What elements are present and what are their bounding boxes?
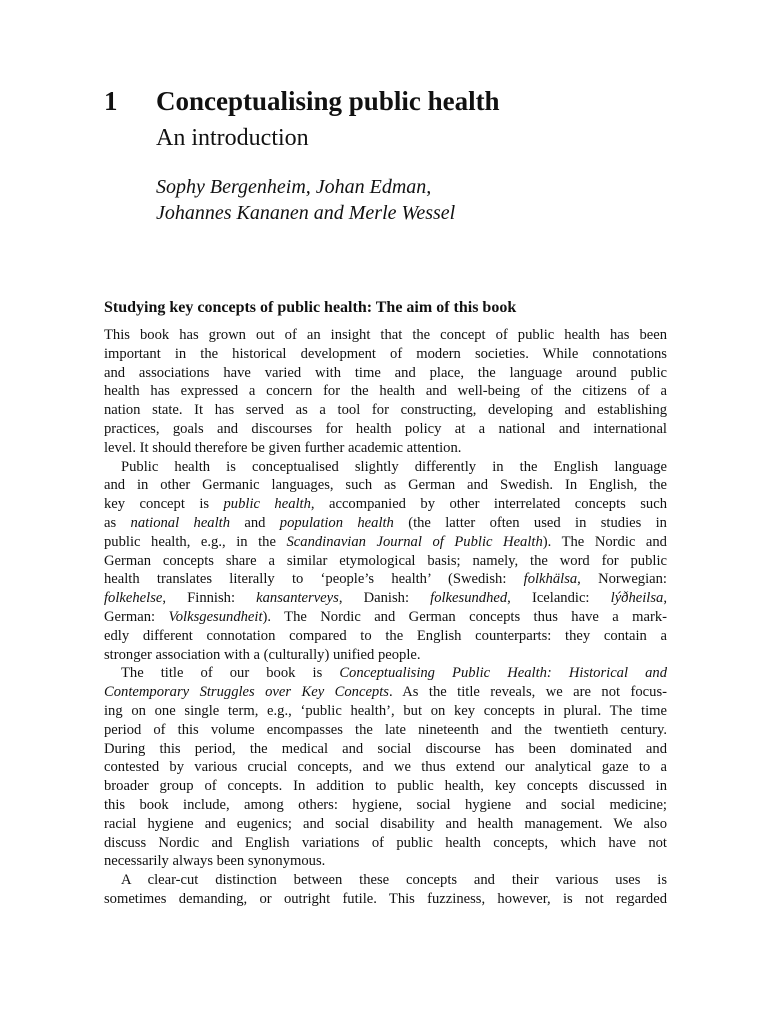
text-line bbox=[104, 890, 667, 909]
text-line bbox=[104, 476, 667, 495]
text-line bbox=[104, 721, 667, 740]
text-line bbox=[104, 646, 667, 665]
text-line bbox=[104, 589, 667, 608]
text-run: public health, e.g., in the bbox=[104, 533, 287, 550]
text-run: . As the title reveals, we are not focus- bbox=[388, 684, 667, 701]
text-run: racial hygiene and eugenics; and social disability and health management. We also bbox=[104, 815, 667, 832]
text-run: necessarily always been synonymous. bbox=[104, 853, 326, 870]
chapter-authors bbox=[156, 174, 455, 226]
text-run: this book include, among others: hygiene, social hygiene and social medicine; bbox=[104, 796, 667, 813]
text-line bbox=[104, 382, 667, 401]
text-run: key concept is bbox=[104, 496, 224, 513]
text-run: important in the historical development of modern societies. While connotations bbox=[104, 345, 667, 362]
text-line bbox=[104, 834, 667, 853]
text-run: ing on one single term, e.g., ‘public health’, but on key concepts in plural. The time bbox=[104, 702, 667, 719]
text-run: , Finnish: bbox=[162, 590, 257, 607]
text-run: contested by various crucial concepts, and we thus extend our analytical gaze to a bbox=[104, 759, 667, 776]
text-line bbox=[104, 570, 667, 589]
text-line bbox=[104, 740, 667, 759]
text-run: health has expressed a concern for the health and well-being of the citizens of a bbox=[104, 383, 667, 400]
text-run: edly different connotation compared to the English counterparts: they contain a bbox=[104, 627, 667, 644]
text-run: ). The Nordic and German concepts thus have a mark- bbox=[262, 608, 667, 625]
text-line bbox=[104, 815, 667, 834]
chapter-number: 1 bbox=[104, 86, 118, 116]
text-run: nation state. It has served as a tool for constructing, developing and establishing bbox=[104, 402, 667, 419]
text-line bbox=[104, 777, 667, 796]
text-run: The title of our book is bbox=[121, 665, 340, 682]
text-line bbox=[104, 439, 667, 458]
text-line bbox=[104, 608, 667, 627]
text-run: , accompanied by other interrelated concepts such bbox=[310, 496, 667, 513]
text-line bbox=[104, 458, 667, 477]
italic-run: folkehelse bbox=[104, 590, 163, 607]
text-run: and associations have varied with time and place, the language around public bbox=[104, 364, 667, 381]
italic-run: folkhälsa bbox=[523, 571, 578, 588]
text-line bbox=[104, 796, 667, 815]
authors-line-1: Sophy Bergenheim, Johan Edman, bbox=[156, 176, 432, 198]
text-run: and in other Germanic languages, such as German and Swedish. In English, the bbox=[104, 477, 667, 494]
text-run: stronger association with a (culturally) unified people. bbox=[104, 646, 421, 663]
text-run: as bbox=[104, 514, 131, 531]
text-line bbox=[104, 683, 667, 702]
text-run: practices, goals and discourses for health policy at a national and international bbox=[104, 420, 667, 437]
text-run: German: bbox=[104, 608, 169, 625]
text-line bbox=[104, 495, 667, 514]
italic-run: national health bbox=[130, 514, 230, 531]
text-run: broader group of concepts. In addition to public health, key concepts discussed in bbox=[104, 778, 667, 795]
text-run: Public health is conceptualised slightly differently in the English language bbox=[121, 458, 667, 475]
italic-run: Contemporary Struggles over Key Concepts bbox=[104, 684, 389, 701]
italic-run: folkesundhed bbox=[430, 590, 508, 607]
italic-run: public health bbox=[223, 496, 311, 513]
chapter-subtitle: An introduction bbox=[156, 125, 309, 151]
authors-line-2: Johannes Kananen and Merle Wessel bbox=[156, 202, 456, 224]
italic-run: population health bbox=[279, 514, 394, 531]
text-run: This book has grown out of an insight that the concept of public health has been bbox=[104, 327, 667, 343]
body-text bbox=[104, 326, 667, 909]
italic-run: lýðheilsa bbox=[610, 590, 664, 607]
text-run: German concepts share a similar etymological basis; namely, the word for public bbox=[104, 552, 667, 569]
chapter-title: Conceptualising public health bbox=[156, 86, 500, 116]
text-run: ). The Nordic and bbox=[542, 533, 667, 550]
text-line bbox=[104, 852, 667, 871]
text-line bbox=[104, 627, 667, 646]
section-heading: Studying key concepts of public health: The aim of this book bbox=[104, 299, 517, 316]
text-run: health translates literally to ‘people’s health’ (Swedish: bbox=[104, 571, 524, 588]
text-line bbox=[104, 326, 667, 345]
text-line bbox=[104, 533, 667, 552]
text-run: (the latter often used in studies in bbox=[393, 514, 667, 531]
text-line bbox=[104, 552, 667, 571]
text-run: discuss Nordic and English variations of public health concepts, which have not bbox=[104, 834, 667, 851]
text-line bbox=[104, 871, 667, 890]
text-run: , Danish: bbox=[338, 590, 431, 607]
text-run: During this period, the medical and social discourse has been dominated and bbox=[104, 740, 667, 757]
text-run: level. It should therefore be given further academic attention. bbox=[104, 439, 462, 456]
text-run: , Norwegian: bbox=[577, 571, 667, 588]
text-line bbox=[104, 664, 667, 683]
text-line bbox=[104, 702, 667, 721]
text-run: , Icelandic: bbox=[507, 590, 611, 607]
text-run: and bbox=[230, 514, 280, 531]
text-run: period of this volume encompasses the late nineteenth and the twentieth century. bbox=[104, 721, 667, 738]
text-line bbox=[104, 514, 667, 533]
text-line bbox=[104, 420, 667, 439]
text-line bbox=[104, 401, 667, 420]
text-run: sometimes demanding, or outright futile. This fuzziness, however, is not regarded bbox=[104, 890, 667, 907]
italic-run: kansanterveys bbox=[256, 590, 339, 607]
text-run: , bbox=[663, 590, 667, 607]
text-line bbox=[104, 345, 667, 364]
italic-run: Conceptualising Public Health: Historical and bbox=[339, 665, 667, 682]
italic-run: Scandinavian Journal of Public Health bbox=[286, 533, 543, 550]
italic-run: Volksgesundheit bbox=[168, 608, 263, 625]
text-run: A clear-cut distinction between these concepts and their various uses is bbox=[121, 872, 667, 889]
text-line bbox=[104, 364, 667, 383]
text-line bbox=[104, 758, 667, 777]
